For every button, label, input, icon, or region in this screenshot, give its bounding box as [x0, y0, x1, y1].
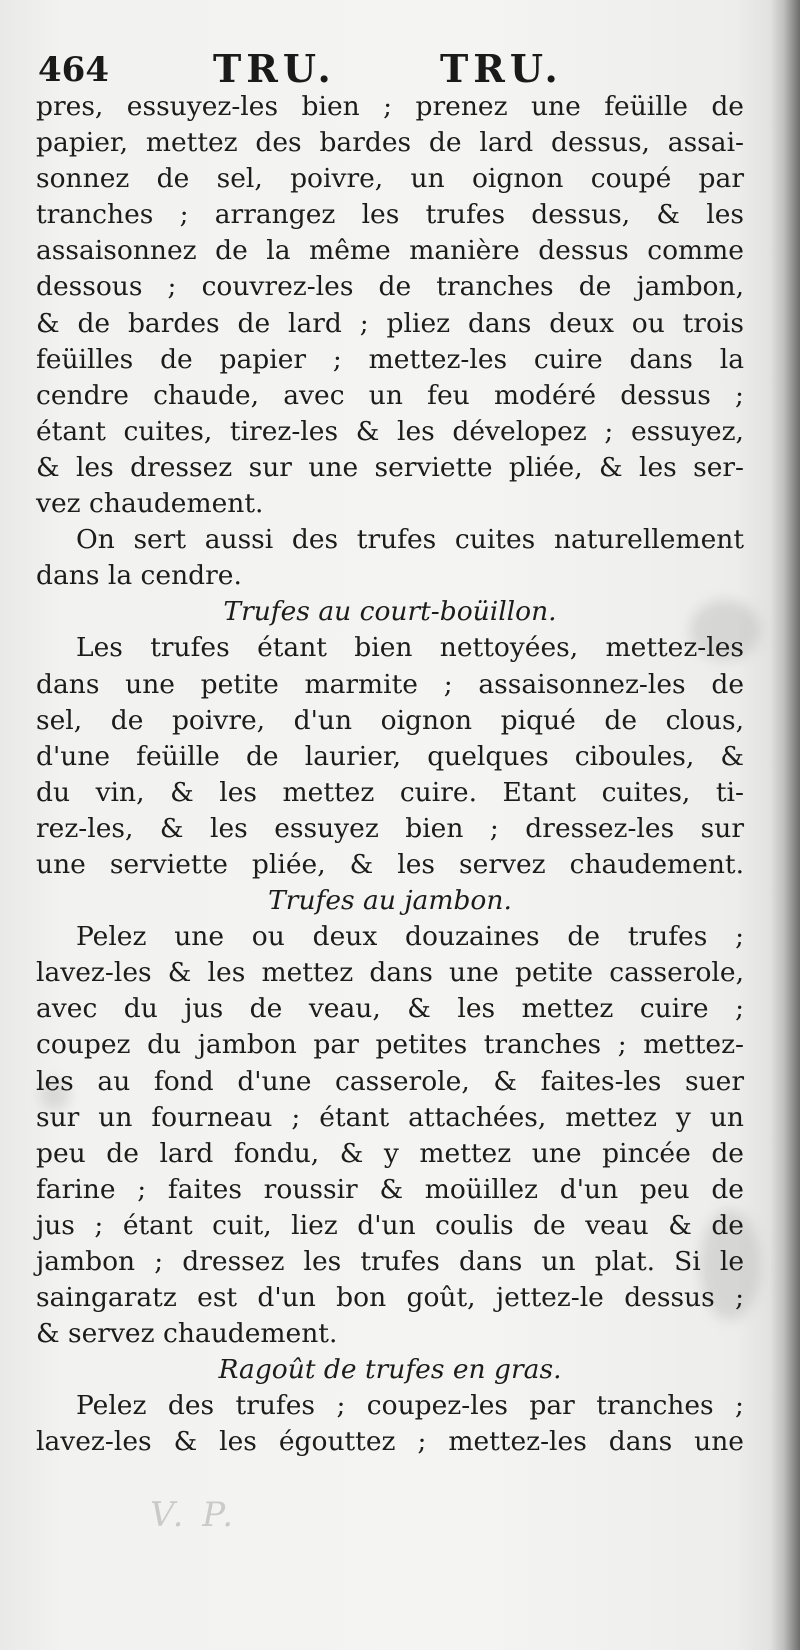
text-line: jus ; étant cuit, liez d'un coulis de veau & de — [36, 1209, 744, 1241]
text-line: étant cuites, tirez-les & les dévelopez ; essuyez, — [36, 415, 744, 447]
section-heading: Trufes au court-boüillon. — [223, 596, 557, 628]
section-heading: Trufes au jambon. — [268, 885, 512, 917]
text-line: peu de lard fondu, & y mettez une pincée de — [36, 1137, 744, 1169]
text-line: dessous ; couvrez-les de tranches de jambon, — [36, 271, 744, 303]
text-line: lavez-les & les mettez dans une petite casserole, — [36, 957, 744, 989]
text-line: les au fond d'une casserole, & faites-les suer — [36, 1065, 744, 1097]
text-line: farine ; faites roussir & moüillez d'un peu de — [36, 1173, 744, 1205]
text-line: vez chaudement. — [36, 488, 264, 520]
text-block — [36, 89, 744, 1461]
text-line: rez-les, & les essuyez bien ; dressez-les sur — [36, 812, 744, 844]
page-number: 464 — [38, 50, 109, 90]
text-line: coupez du jambon par petites tranches ; mettez- — [36, 1029, 744, 1061]
text-line: pres, essuyez-les bien ; prenez une feüille de — [36, 91, 744, 122]
text-line: & de bardes de lard ; pliez dans deux ou trois — [36, 307, 744, 339]
text-line: du vin, & les mettez cuire. Etant cuites, ti- — [36, 776, 744, 808]
page-header — [38, 46, 738, 90]
text-line: Pelez des trufes ; coupez-les par tranches ; — [76, 1390, 744, 1422]
text-line: & les dressez sur une serviette pliée, & les ser- — [36, 451, 744, 483]
text-line: sur un fourneau ; étant attachées, mettez y un — [36, 1101, 744, 1133]
page-gutter-shadow — [770, 0, 800, 1650]
text-line: dans la cendre. — [36, 560, 242, 592]
text-line: On sert aussi des trufes cuites naturellement — [76, 524, 744, 556]
text-line: & servez chaudement. — [36, 1318, 338, 1350]
text-line: sel, de poivre, d'un oignon piqué de clous, — [36, 704, 744, 736]
text-line: sonnez de sel, poivre, un oignon coupé par — [36, 163, 744, 195]
text-line: saingaratz est d'un bon goût, jettez-le dessus ; — [36, 1282, 744, 1314]
text-line: avec du jus de veau, & les mettez cuire ; — [36, 993, 744, 1025]
running-head-left: TRU. — [213, 46, 336, 91]
text-line: jambon ; dressez les trufes dans un plat. Si le — [36, 1246, 744, 1277]
text-line: feüilles de papier ; mettez-les cuire dans la — [36, 343, 744, 375]
text-line: dans une petite marmite ; assaisonnez-les de — [36, 668, 744, 700]
text-line: cendre chaude, avec un feu modéré dessus ; — [36, 379, 744, 411]
text-line: Pelez une ou deux douzaines de trufes ; — [76, 921, 744, 953]
text-line: tranches ; arrangez les trufes dessus, & les — [36, 199, 744, 231]
bleed-through-mark: V. P. — [150, 1495, 238, 1535]
running-head-right: TRU. — [440, 46, 563, 91]
text-line: papier, mettez des bardes de lard dessus, assai- — [36, 127, 744, 159]
text-line: assaisonnez de la même manière dessus comme — [36, 235, 744, 267]
section-heading: Ragoût de trufes en gras. — [218, 1354, 562, 1386]
text-line: lavez-les & les égouttez ; mettez-les dans une — [36, 1426, 744, 1458]
text-line: Les trufes étant bien nettoyées, mettez-les — [76, 632, 744, 664]
text-line: d'une feüille de laurier, quelques ciboules, & — [36, 740, 744, 772]
text-line: une serviette pliée, & les servez chaudement. — [36, 848, 744, 880]
